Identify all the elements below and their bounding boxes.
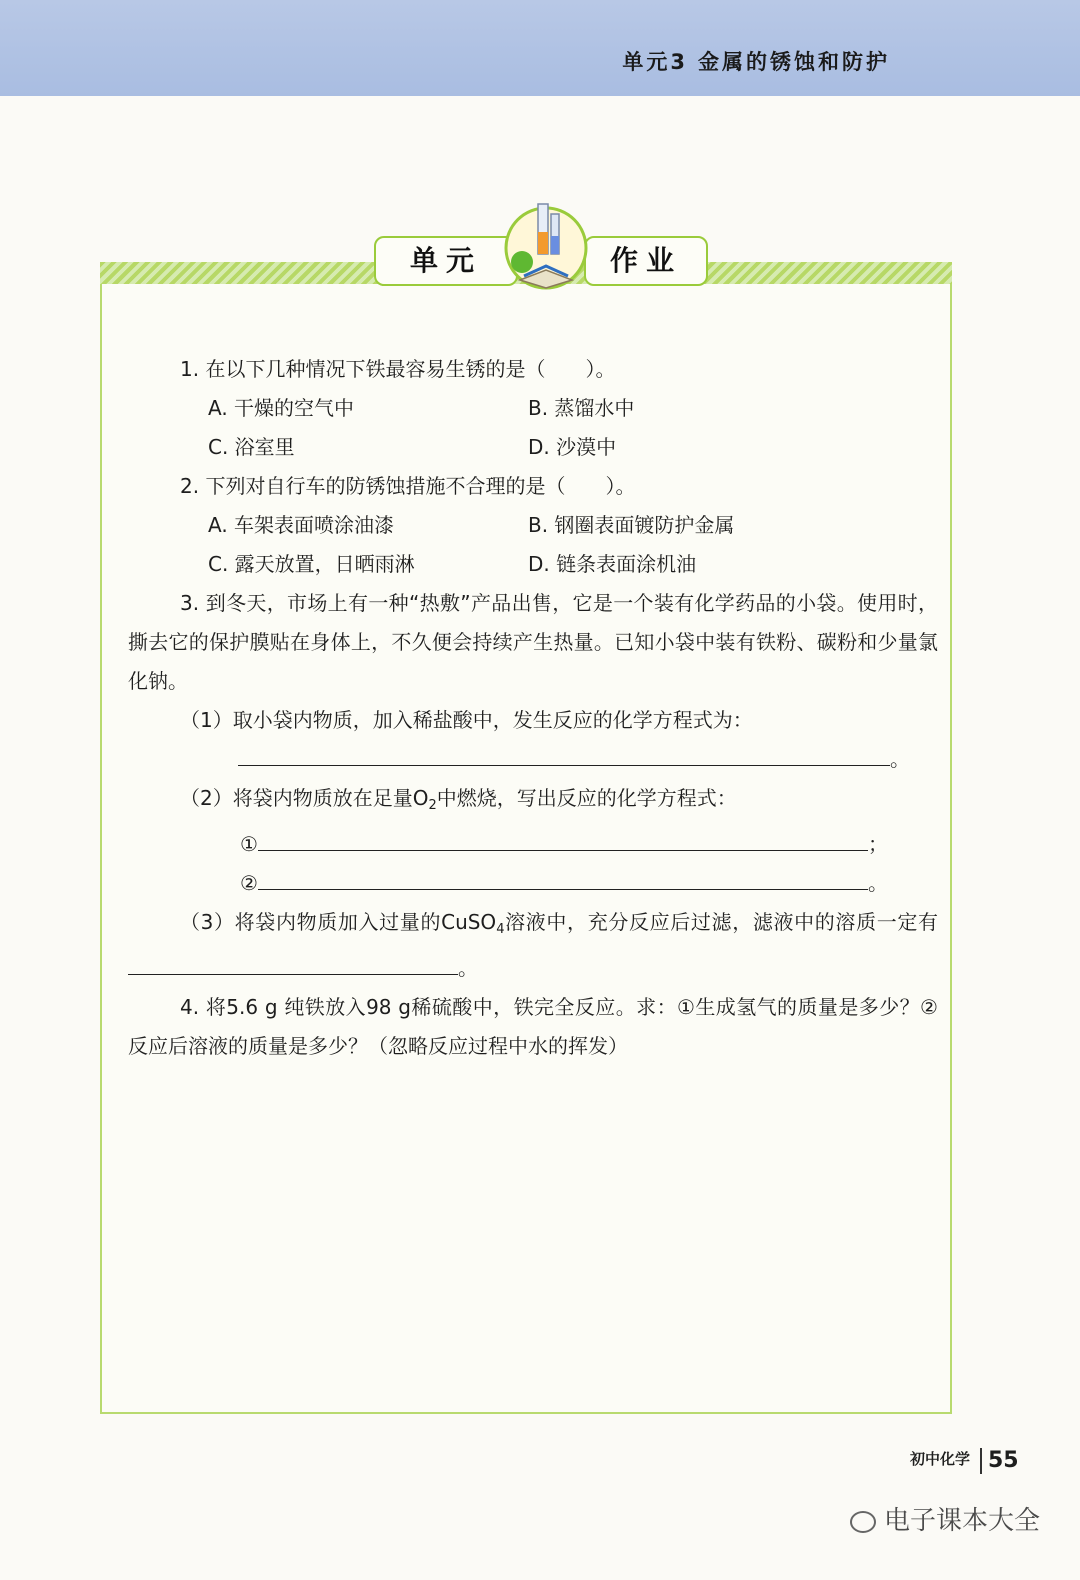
q2-option-d: D. 链条表面涂机油 [528, 552, 697, 576]
banner-label-right: 作业 [584, 236, 708, 286]
q2-option-a: A. 车架表面喷涂油漆 [208, 513, 395, 537]
q3-part2-answer2 [128, 864, 938, 903]
q1-stem: 1. 在以下几种情况下铁最容易生锈的是（ ）。 [180, 357, 616, 381]
page-number: 55 [980, 1448, 1019, 1474]
q3-part2-end1: ； [867, 832, 888, 856]
q2-option-b: B. 钢圈表面镀防护金属 [528, 513, 735, 537]
q1-option-d: D. 沙漠中 [528, 435, 617, 459]
q3-part1: （1）取小袋内物质，加入稀盐酸中，发生反应的化学方程式为： [180, 708, 753, 732]
q3-part2-marker2: ② [240, 871, 258, 895]
header-band [0, 0, 1080, 96]
q3-part1-end: 。 [890, 747, 910, 771]
book-title: 初中化学 [910, 1450, 971, 1468]
unit-name: 金属的锈蚀和防护 [698, 50, 890, 74]
unit-title [622, 46, 890, 76]
q4-text: 4. 将5.6 g 纯铁放入98 g稀硫酸中，铁完全反应。求：①生成氢气的质量是多少？②反应后溶液的质量是多少？（忽略反应过程中水的挥发） [128, 995, 938, 1058]
wechat-icon [850, 1511, 876, 1533]
q3-part2-text-b: 中燃烧，写出反应的化学方程式： [436, 786, 737, 810]
q3-part2-blank1[interactable] [258, 828, 868, 851]
q1-option-b: B. 蒸馏水中 [528, 396, 635, 420]
q1-options-row2 [128, 428, 938, 467]
homework-content [128, 350, 938, 1066]
q3-part2-text-a: （2）将袋内物质放在足量O [180, 786, 429, 810]
q3-part1-blank[interactable] [238, 743, 890, 766]
q1-options-row1 [128, 389, 938, 428]
q3-part3-end: 。 [458, 956, 478, 980]
q3-part2-subscript: 2 [428, 798, 437, 813]
q3-part2-marker1: ① [240, 832, 258, 856]
watermark-text: 电子课本大全 [884, 1506, 1041, 1536]
q2-options-row1 [128, 506, 938, 545]
q3-part2-blank2[interactable] [258, 867, 868, 890]
q3-part2-end2: 。 [867, 871, 888, 895]
q3-part3-text-a: （3）将袋内物质加入过量的CuSO [180, 910, 497, 934]
watermark [850, 1500, 1040, 1537]
q2-option-c: C. 露天放置，日晒雨淋 [208, 552, 415, 576]
q1-option-a: A. 干燥的空气中 [208, 396, 355, 420]
banner-label-left: 单元 [374, 236, 518, 286]
q2-stem: 2. 下列对自行车的防锈蚀措施不合理的是（ ）。 [180, 474, 636, 498]
q3-part2 [128, 779, 938, 825]
q3-part3 [128, 903, 938, 988]
q3-stem: 3. 到冬天，市场上有一种“热敷”产品出售，它是一个装有化学药品的小袋。使用时，撕去它的保护膜贴在身体上，不久便会持续产生热量。已知小袋中装有铁粉、碳粉和少量氯化钠。 [128, 591, 938, 693]
q3-part3-subscript: 4 [496, 922, 505, 937]
q2-options-row2 [128, 545, 938, 584]
lab-flask-emblem-icon [498, 196, 594, 292]
q3-part1-answer-line [128, 740, 938, 779]
q3-part3-blank[interactable] [128, 952, 458, 975]
q1-option-c: C. 浴室里 [208, 435, 295, 459]
q3-part2-answer1 [128, 825, 938, 864]
unit-label: 单元3 [622, 50, 688, 74]
q3-part3-text-b: 溶液中，充分反应后过滤，滤液中的溶质一定有 [504, 910, 938, 934]
